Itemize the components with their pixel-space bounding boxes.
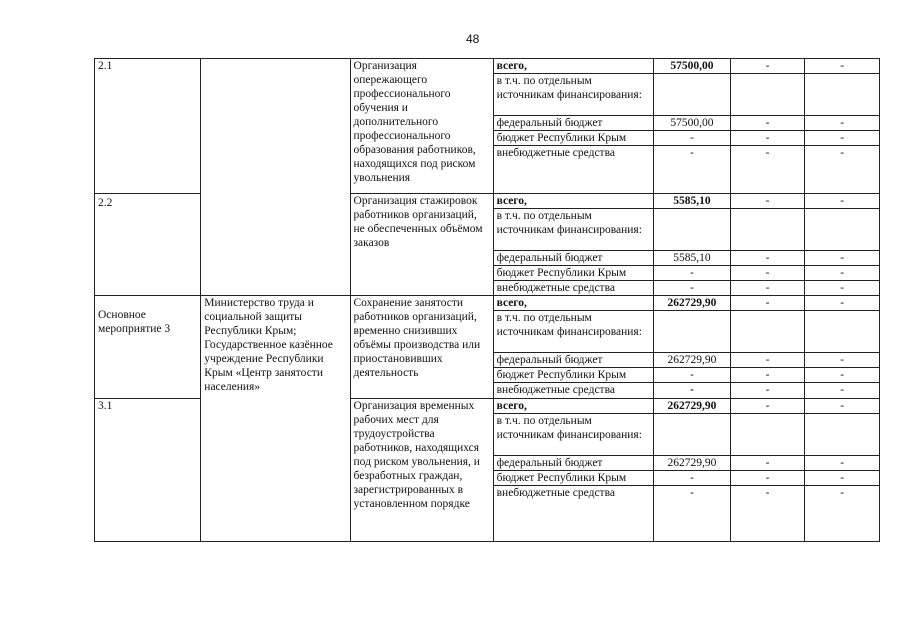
- source-label: федеральный бюджет: [493, 251, 653, 266]
- value: -: [654, 486, 731, 542]
- source-label: всего,: [493, 194, 653, 209]
- value: -: [805, 368, 880, 383]
- value: -: [805, 281, 880, 296]
- activity-name: Организация опережающего профессионального обучения и дополнительного профессионального образования работников, находящихся под риском увольнения: [350, 59, 493, 194]
- value: -: [805, 146, 880, 194]
- value: -: [730, 471, 805, 486]
- value: -: [730, 368, 805, 383]
- total-value: -: [805, 399, 880, 414]
- value: -: [805, 131, 880, 146]
- value: -: [805, 116, 880, 131]
- value: -: [654, 368, 731, 383]
- source-label: бюджет Республики Крым: [493, 266, 653, 281]
- financing-table: [94, 58, 880, 542]
- source-label: бюджет Республики Крым: [493, 368, 653, 383]
- value: -: [730, 281, 805, 296]
- value: -: [730, 486, 805, 542]
- row-number: 2.2: [95, 194, 201, 296]
- value: -: [730, 266, 805, 281]
- executor-cell-empty: [201, 59, 350, 296]
- value: -: [654, 281, 731, 296]
- total-value: -: [805, 194, 880, 209]
- value: -: [654, 131, 731, 146]
- value: -: [730, 251, 805, 266]
- total-value: -: [805, 59, 880, 74]
- table-row: [95, 296, 880, 311]
- activity-name: Организация временных рабочих мест для трудоустройства работников, находящихся под риском увольнения, и безработных граждан, зарегистрированных в установленном порядке: [350, 399, 493, 542]
- value: -: [654, 383, 731, 399]
- source-label: всего,: [493, 59, 653, 74]
- source-label: в т.ч. по отдельным источникам финансирования:: [493, 209, 653, 251]
- activity-name: Организация стажировок работников организаций, не обеспеченных объёмом заказов: [350, 194, 493, 296]
- value: 57500,00: [654, 116, 731, 131]
- value: -: [730, 456, 805, 471]
- row-number: Основное мероприятие 3: [95, 296, 201, 399]
- total-value: -: [730, 194, 805, 209]
- value: -: [805, 471, 880, 486]
- value: -: [805, 266, 880, 281]
- source-label: федеральный бюджет: [493, 353, 653, 368]
- value: 5585,10: [654, 251, 731, 266]
- source-label: всего,: [493, 399, 653, 414]
- value: -: [805, 456, 880, 471]
- value: 262729,90: [654, 456, 731, 471]
- source-label: внебюджетные средства: [493, 486, 653, 542]
- value: -: [730, 146, 805, 194]
- source-label: бюджет Республики Крым: [493, 471, 653, 486]
- source-label: внебюджетные средства: [493, 383, 653, 399]
- total-value: 57500,00: [654, 59, 731, 74]
- value: -: [730, 383, 805, 399]
- value: -: [805, 353, 880, 368]
- total-value: -: [730, 296, 805, 311]
- total-value: -: [730, 59, 805, 74]
- source-label: всего,: [493, 296, 653, 311]
- total-value: 262729,90: [654, 399, 731, 414]
- source-label: бюджет Республики Крым: [493, 131, 653, 146]
- value: -: [805, 486, 880, 542]
- source-label: в т.ч. по отдельным источникам финансирования:: [493, 311, 653, 353]
- value: -: [805, 251, 880, 266]
- value: -: [654, 146, 731, 194]
- page-number: 48: [466, 32, 480, 46]
- total-value: -: [730, 399, 805, 414]
- row-number: 2.1: [95, 59, 201, 194]
- source-label: в т.ч. по отдельным источникам финансирования:: [493, 74, 653, 116]
- value: -: [730, 116, 805, 131]
- value: -: [730, 353, 805, 368]
- total-value: 5585,10: [654, 194, 731, 209]
- value: -: [654, 266, 731, 281]
- value: -: [730, 131, 805, 146]
- value: -: [805, 383, 880, 399]
- value: -: [654, 471, 731, 486]
- value: 262729,90: [654, 353, 731, 368]
- row-number: 3.1: [95, 399, 201, 542]
- source-label: внебюджетные средства: [493, 281, 653, 296]
- total-value: 262729,90: [654, 296, 731, 311]
- source-label: федеральный бюджет: [493, 116, 653, 131]
- activity-name: Сохранение занятости работников организаций, временно снизивших объёмы производства или приостановивших деятельность: [350, 296, 493, 399]
- source-label: в т.ч. по отдельным источникам финансирования:: [493, 414, 653, 456]
- executor: Министерство труда и социальной защиты Республики Крым; Государственное казённое учреждение Республики Крым «Центр занятости населения»: [201, 296, 350, 542]
- source-label: внебюджетные средства: [493, 146, 653, 194]
- source-label: федеральный бюджет: [493, 456, 653, 471]
- table-row: [95, 59, 880, 74]
- total-value: -: [805, 296, 880, 311]
